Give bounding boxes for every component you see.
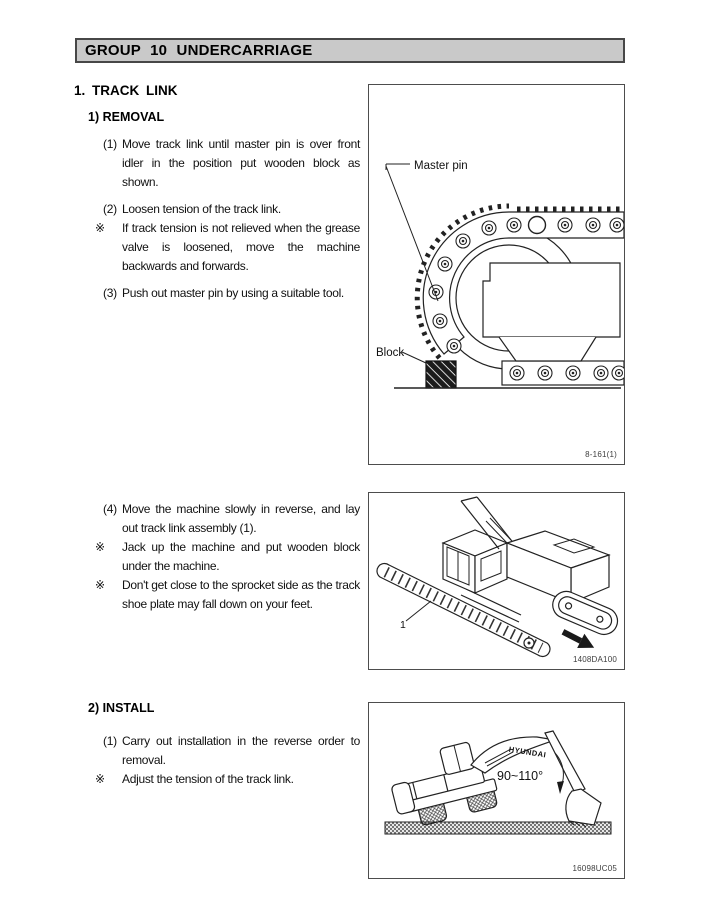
note-text: If track tension is not relieved when the grease valve is loosened, move the machine backwards and forwards. (122, 221, 360, 273)
list-item (103, 135, 360, 192)
removal-heading: 1) REMOVAL (88, 110, 165, 124)
list-item (103, 200, 360, 219)
upper-house (507, 531, 609, 603)
item-text: Loosen tension of the track link. (122, 202, 281, 216)
list-item (103, 500, 360, 538)
note-marker: ※ (95, 221, 105, 235)
list-item (103, 284, 360, 303)
group-header-title: GROUP 10 UNDERCARRIAGE (85, 42, 313, 59)
item-text: Push out master pin by using a suitable tool. (122, 286, 344, 300)
note-marker: ※ (95, 540, 105, 554)
item-marker: (1) (103, 137, 117, 151)
angle-label: 90~110° (497, 769, 544, 783)
figure-ref: 1408DA100 (572, 655, 617, 664)
part1-label: 1 (400, 619, 406, 631)
track-frame (483, 263, 620, 337)
install-heading: 2) INSTALL (88, 701, 155, 715)
note-item (95, 770, 360, 789)
note-item (95, 219, 360, 276)
install-section (88, 701, 360, 789)
item-text: Carry out installation in the reverse order to removal. (122, 734, 360, 767)
master-pin-leader (386, 164, 438, 301)
block-label: Block (376, 347, 405, 359)
note-marker: ※ (95, 578, 105, 592)
item-marker: (1) (103, 734, 117, 748)
part1-leader (406, 601, 431, 621)
item-text: Move the machine slowly in reverse, and lay out track link assembly (1). (122, 502, 360, 535)
figure-ref: 8-161(1) (585, 450, 617, 459)
figure-ref: 16098UC05 (572, 864, 617, 873)
master-pin (529, 217, 546, 234)
brand-label: HYUNDAI (508, 744, 547, 760)
excavator-jackup-diagram (369, 703, 624, 878)
item-marker: (2) (103, 202, 117, 216)
note-text: Jack up the machine and put wooden block under the machine. (122, 540, 360, 573)
block-leader (402, 352, 426, 363)
excavator-reverse-diagram (369, 493, 624, 669)
removal-section (88, 110, 360, 303)
note-item (95, 538, 360, 576)
note-marker: ※ (95, 772, 105, 786)
item-marker: (4) (103, 502, 117, 516)
note-text: Adjust the tension of the track link. (122, 772, 294, 786)
angle-arrowhead (557, 781, 564, 794)
note-text: Don't get close to the sprocket side as the track shoe plate may fall down on your feet. (122, 578, 360, 611)
item-text: Move track link until master pin is over front idler in the position put wooden block as shown. (122, 137, 360, 189)
figure-track-laid-out (368, 492, 625, 670)
group-header-bar (75, 38, 625, 63)
section-title: 1. TRACK LINK (74, 83, 178, 98)
figure-track-link-removal (368, 84, 625, 465)
wooden-block (426, 361, 456, 388)
roller-bracket (499, 337, 596, 361)
arm (545, 731, 585, 793)
bucket (566, 789, 601, 825)
figure-jack-up-angle (368, 702, 625, 879)
removal-section-continued (88, 500, 360, 614)
note-item (95, 576, 360, 614)
track-link-diagram (369, 85, 624, 464)
cab (443, 530, 507, 593)
item-marker: (3) (103, 286, 117, 300)
list-item (103, 732, 360, 770)
master-pin-label: Master pin (414, 160, 468, 172)
